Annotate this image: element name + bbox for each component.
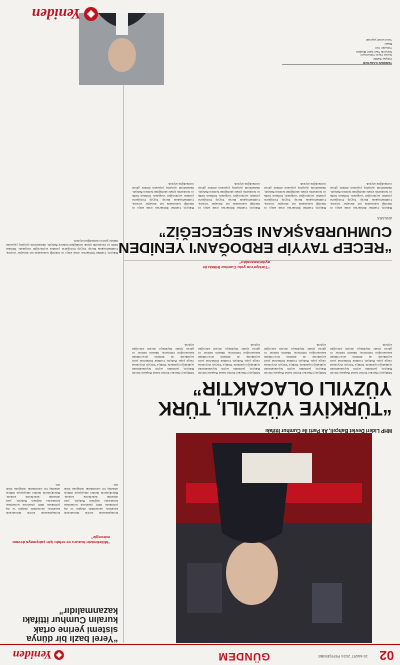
second-headline: “RECEP TAYYİP ERDOĞAN'I YENİDEN CUMHURBAŞKANI SEÇECEĞİZ” — [118, 223, 392, 256]
imprint-line: Baskı — [384, 42, 392, 47]
second-byline: ANKARA — [377, 216, 392, 220]
imprint-line: İmtiyaz Sahibi — [373, 57, 392, 62]
imprint-line: Yerel süreli yayındır — [365, 38, 392, 43]
side-headline: “Yerel bazlı bir dünya sistemi yerine ortak kuralın Cumhur ittifakı kazanmalıdır” — [22, 605, 118, 644]
brand-logo — [6, 647, 66, 664]
logo-wordmark: Yeniden — [12, 648, 52, 662]
imprint-line: Genel Yayın Yönetmeni — [360, 53, 392, 58]
side-body-col-1: Konuşmasında terörle mücadelede kararlılık, ekonomide disiplin ve dış politikada milli çıkarların korunması konularına değinen Bahçeli, yeni dönemin hedeflerini sıraladı. Belediyelerin hizmet anlayışının millete adanmış bir sorumluluk olduğunu ifade etti. — [64, 483, 118, 515]
second-body-col-3: Bahçeli, Cumhur İttifakı'nın ortak adayı ve liderliği konusunda net mesajlar vererek, Cumhurbaşkanı Recep Tayyip Erdoğan'ın yeniden seçileceğini vurguladı. İttifakın birlik ve beraberlik içinde sürdüğünü belirten Bahçeli, muhalefetin ayrışmış yapısının millete güven vermediğini söyledi. — [198, 182, 260, 210]
footer-logo-wordmark: Yeniden — [31, 5, 81, 21]
second-red-quote: “Türkiye'nin yolu Cumhur İttifakı ile aydınlanacaktır” — [202, 260, 270, 270]
second-body-col-5: Bahçeli, Cumhur İttifakı'nın ortak adayı ve liderliği konusunda net mesajlar vererek, Cumhurbaşkanı Recep Tayyip Erdoğan'ın yeniden seçileceğini vurguladı. İttifakın birlik ve beraberlik içinde sürdüğünü belirten Bahçeli, muhalefetin ayrışmış yapısının millete güven vermediğini söyledi. — [6, 239, 118, 255]
section-title: GÜNDEM — [218, 650, 270, 662]
side-body-col-2: Konuşmasında terörle mücadelede kararlılık, ekonomide disiplin ve dış politikada milli çıkarların korunması konularına değinen Bahçeli, yeni dönemin hedeflerini sıraladı. Belediyelerin hizmet anlayışının millete adanmış bir sorumluluk olduğunu ifade etti. — [6, 483, 60, 515]
lead-body-col-2: Milliyetçi Hareket Partisi Genel Başkanı Devlet Bahçeli, partisinin seçim beyannamesini açıkladığı toplantıda Türkiye Yüzyılı vizyonuna vurgu yaptı. Bahçeli, Cumhur İttifakı'nın yerel seçimlerde de milletin teveccühünü kazanacağını belirterek, ülkenin istikrar ve güven içinde büyümeye devam edeceğini söyledi. — [264, 343, 326, 375]
column-divider — [123, 83, 124, 643]
lead-body-col-1: Milliyetçi Hareket Partisi Genel Başkanı Devlet Bahçeli, partisinin seçim beyannamesini açıkladığı toplantıda Türkiye Yüzyılı vizyonuna vurgu yaptı. Bahçeli, Cumhur İttifakı'nın yerel seçimlerde de milletin teveccühünü kazanacağını belirterek, ülkenin istikrar ve güven içinde büyümeye devam edeceğini söyledi. — [330, 343, 392, 375]
side-red-quote: “Milletimizin huzuru ve refahı için çalışmaya devam edeceğiz” — [12, 535, 110, 545]
page-number: 02 — [379, 648, 394, 663]
imprint-line: Yönetim Yeri — [375, 45, 392, 50]
second-body-col-4: Bahçeli, Cumhur İttifakı'nın ortak adayı ve liderliği konusunda net mesajlar vererek, Cumhurbaşkanı Recep Tayyip Erdoğan'ın yeniden seçileceğini vurguladı. İttifakın birlik ve beraberlik içinde sürdüğünü belirten Bahçeli, muhalefetin ayrışmış yapısının millete güven vermediğini söyledi. — [132, 182, 194, 210]
imprint-box — [282, 9, 392, 65]
lead-kicker: MHP Lideri Devlet Bahçeli, Ak Parti ile Cumhur İttifakı — [265, 427, 392, 433]
second-body-col-2: Bahçeli, Cumhur İttifakı'nın ortak adayı ve liderliği konusunda net mesajlar vererek, Cumhurbaşkanı Recep Tayyip Erdoğan'ın yeniden seçileceğini vurguladı. İttifakın birlik ve beraberlik içinde sürdüğünü belirten Bahçeli, muhalefetin ayrışmış yapısının millete güven vermediğini söyledi. — [264, 182, 326, 210]
logo-mark-icon — [6, 647, 66, 664]
second-body-col-1: Bahçeli, Cumhur İttifakı'nın ortak adayı ve liderliği konusunda net mesajlar vererek, Cumhurbaşkanı Recep Tayyip Erdoğan'ın yeniden seçileceğini vurguladı. İttifakın birlik ve beraberlik içinde sürdüğünü belirten Bahçeli, muhalefetin ayrışmış yapısının millete güven vermediğini söyledi. — [330, 182, 392, 210]
footer-logo-mark-icon — [5, 3, 100, 25]
lead-body-col-4: Milliyetçi Hareket Partisi Genel Başkanı Devlet Bahçeli, partisinin seçim beyannamesini açıkladığı toplantıda Türkiye Yüzyılı vizyonuna vurgu yaptı. Bahçeli, Cumhur İttifakı'nın yerel seçimlerde de milletin teveccühünü kazanacağını belirterek, ülkenin istikrar ve güven içinde büyümeye devam edeceğini söyledi. — [132, 343, 194, 375]
imprint-line: Sorumlu Yazı İşleri Müdürü — [356, 49, 392, 54]
footer-logo — [5, 3, 100, 25]
date-line: 15 MART 2024 PERŞEMBE — [317, 654, 368, 659]
lead-body-col-3: Milliyetçi Hareket Partisi Genel Başkanı Devlet Bahçeli, partisinin seçim beyannamesini açıkladığı toplantıda Türkiye Yüzyılı vizyonuna vurgu yaptı. Bahçeli, Cumhur İttifakı'nın yerel seçimlerde de milletin teveccühünü kazanacağını belirterek, ülkenin istikrar ve güven içinde büyümeye devam edeceğini söyledi. — [198, 343, 260, 375]
main-photo — [176, 433, 372, 643]
imprint-line: YENİDEN GAZETESİ — [362, 61, 392, 65]
lead-headline: “TÜRKİYE YÜZYILI, TÜRK YÜZYILI OLACAKTIR” — [158, 377, 392, 418]
